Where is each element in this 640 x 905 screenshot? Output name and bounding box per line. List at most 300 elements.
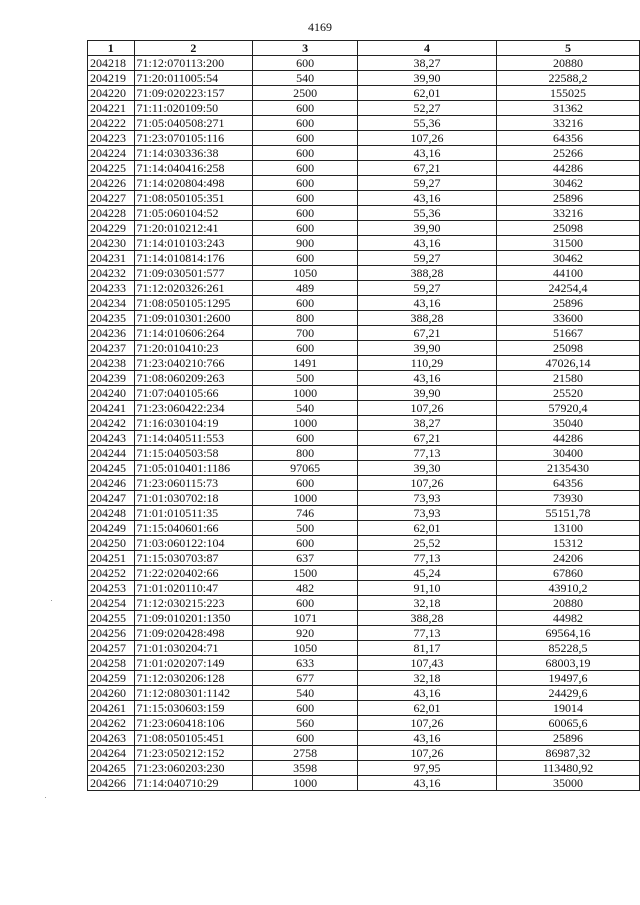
table-row: [88, 566, 640, 581]
table-cell-col3: 1000: [253, 416, 358, 431]
table-cell-col4: 38,27: [357, 56, 496, 71]
table-cell-col1: 204224: [88, 146, 135, 161]
table-cell-col3: 677: [253, 671, 358, 686]
table-cell-col5: 51667: [497, 326, 640, 341]
header-row: [88, 41, 640, 56]
table-cell-col4: 388,28: [357, 311, 496, 326]
table-cell-col1: 204236: [88, 326, 135, 341]
table-row: [88, 611, 640, 626]
table-cell-col5: 67860: [497, 566, 640, 581]
table-cell-col4: 77,13: [357, 446, 496, 461]
table-cell-col1: 204222: [88, 116, 135, 131]
table-cell-col2: 71:03:060122:104: [134, 536, 253, 551]
table-row: [88, 416, 640, 431]
table-row: [88, 161, 640, 176]
table-cell-col4: 38,27: [357, 416, 496, 431]
table-cell-col5: 19014: [497, 701, 640, 716]
table-cell-col2: 71:01:020207:149: [134, 656, 253, 671]
table-cell-col1: 204240: [88, 386, 135, 401]
table-row: [88, 296, 640, 311]
table-cell-col2: 71:01:010511:35: [134, 506, 253, 521]
table-cell-col2: 71:12:080301:1142: [134, 686, 253, 701]
table-cell-col3: 1071: [253, 611, 358, 626]
table-row: [88, 371, 640, 386]
table-cell-col2: 71:08:050105:451: [134, 731, 253, 746]
table-cell-col3: 1000: [253, 491, 358, 506]
scan-speck: [45, 797, 46, 798]
table-row: [88, 671, 640, 686]
table-cell-col2: 71:23:060115:73: [134, 476, 253, 491]
table-row: [88, 716, 640, 731]
table-cell-col2: 71:22:020402:66: [134, 566, 253, 581]
table-cell-col1: 204256: [88, 626, 135, 641]
table-cell-col5: 44286: [497, 161, 640, 176]
table-cell-col1: 204228: [88, 206, 135, 221]
table-cell-col1: 204260: [88, 686, 135, 701]
table-cell-col5: 2135430: [497, 461, 640, 476]
table-row: [88, 281, 640, 296]
table-cell-col4: 107,26: [357, 131, 496, 146]
table-cell-col2: 71:09:020223:157: [134, 86, 253, 101]
table-cell-col5: 30462: [497, 176, 640, 191]
table-cell-col3: 800: [253, 311, 358, 326]
table-cell-col4: 43,16: [357, 146, 496, 161]
table-row: [88, 701, 640, 716]
table-cell-col3: 560: [253, 716, 358, 731]
table-cell-col2: 71:09:030501:577: [134, 266, 253, 281]
table-row: [88, 86, 640, 101]
table-cell-col3: 600: [253, 476, 358, 491]
table-cell-col1: 204254: [88, 596, 135, 611]
column-header-3: 3: [253, 41, 358, 56]
table-cell-col4: 62,01: [357, 521, 496, 536]
table-body: [88, 56, 640, 791]
table-cell-col1: 204250: [88, 536, 135, 551]
table-cell-col1: 204234: [88, 296, 135, 311]
table-cell-col1: 204248: [88, 506, 135, 521]
data-table: [87, 40, 640, 791]
table-cell-col3: 600: [253, 146, 358, 161]
table-cell-col4: 45,24: [357, 566, 496, 581]
table-cell-col4: 59,27: [357, 281, 496, 296]
table-cell-col4: 77,13: [357, 626, 496, 641]
table-cell-col3: 600: [253, 176, 358, 191]
table-cell-col3: 600: [253, 131, 358, 146]
table-row: [88, 71, 640, 86]
table-cell-col3: 600: [253, 431, 358, 446]
table-row: [88, 221, 640, 236]
table-cell-col3: 540: [253, 686, 358, 701]
table-cell-col3: 600: [253, 341, 358, 356]
table-cell-col1: 204247: [88, 491, 135, 506]
table-cell-col5: 35000: [497, 776, 640, 791]
table-row: [88, 626, 640, 641]
table-cell-col1: 204229: [88, 221, 135, 236]
table-cell-col5: 25520: [497, 386, 640, 401]
column-header-4: 4: [357, 41, 496, 56]
table-cell-col3: 633: [253, 656, 358, 671]
table-cell-col5: 33216: [497, 116, 640, 131]
table-cell-col2: 71:14:010103:243: [134, 236, 253, 251]
table-row: [88, 176, 640, 191]
table-cell-col5: 73930: [497, 491, 640, 506]
table-cell-col4: 59,27: [357, 251, 496, 266]
table-row: [88, 431, 640, 446]
table-cell-col3: 600: [253, 206, 358, 221]
column-header-1: 1: [88, 41, 135, 56]
table-cell-col3: 600: [253, 596, 358, 611]
table-row: [88, 101, 640, 116]
table-cell-col5: 44286: [497, 431, 640, 446]
table-cell-col3: 482: [253, 581, 358, 596]
table-cell-col5: 60065,6: [497, 716, 640, 731]
table-cell-col1: 204225: [88, 161, 135, 176]
table-row: [88, 146, 640, 161]
table-cell-col1: 204258: [88, 656, 135, 671]
table-cell-col4: 67,21: [357, 431, 496, 446]
column-header-5: 5: [497, 41, 640, 56]
table-cell-col3: 1500: [253, 566, 358, 581]
table-row: [88, 656, 640, 671]
table-cell-col1: 204231: [88, 251, 135, 266]
table-cell-col5: 19497,6: [497, 671, 640, 686]
table-cell-col3: 540: [253, 401, 358, 416]
table-cell-col2: 71:23:060422:234: [134, 401, 253, 416]
table-cell-col4: 388,28: [357, 611, 496, 626]
table-row: [88, 761, 640, 776]
table-cell-col1: 204233: [88, 281, 135, 296]
table-cell-col5: 21580: [497, 371, 640, 386]
table-cell-col5: 25098: [497, 341, 640, 356]
table-cell-col5: 24206: [497, 551, 640, 566]
table-cell-col2: 71:14:020804:498: [134, 176, 253, 191]
table-row: [88, 326, 640, 341]
table-cell-col4: 77,13: [357, 551, 496, 566]
table-cell-col5: 44100: [497, 266, 640, 281]
table-cell-col4: 25,52: [357, 536, 496, 551]
table-cell-col3: 1491: [253, 356, 358, 371]
table-cell-col5: 64356: [497, 476, 640, 491]
table-cell-col2: 71:09:010201:1350: [134, 611, 253, 626]
table-cell-col3: 600: [253, 701, 358, 716]
table-cell-col1: 204265: [88, 761, 135, 776]
table-cell-col5: 68003,19: [497, 656, 640, 671]
table-cell-col2: 71:20:010410:23: [134, 341, 253, 356]
table-cell-col1: 204218: [88, 56, 135, 71]
table-cell-col2: 71:20:010212:41: [134, 221, 253, 236]
table-cell-col4: 91,10: [357, 581, 496, 596]
table-cell-col3: 489: [253, 281, 358, 296]
table-cell-col4: 73,93: [357, 491, 496, 506]
table-row: [88, 551, 640, 566]
table-row: [88, 191, 640, 206]
table-cell-col4: 107,26: [357, 401, 496, 416]
table-cell-col4: 97,95: [357, 761, 496, 776]
table-cell-col5: 25896: [497, 191, 640, 206]
table-row: [88, 746, 640, 761]
page-number: 4169: [308, 20, 332, 34]
table-row: [88, 311, 640, 326]
table-cell-col5: 22588,2: [497, 71, 640, 86]
table-row: [88, 356, 640, 371]
table-cell-col1: 204220: [88, 86, 135, 101]
table-cell-col4: 39,90: [357, 71, 496, 86]
table-cell-col4: 107,26: [357, 716, 496, 731]
table-row: [88, 236, 640, 251]
table-cell-col2: 71:23:060203:230: [134, 761, 253, 776]
table-cell-col1: 204259: [88, 671, 135, 686]
table-cell-col3: 1050: [253, 641, 358, 656]
table-cell-col5: 20880: [497, 56, 640, 71]
table-row: [88, 686, 640, 701]
table-cell-col4: 39,90: [357, 386, 496, 401]
table-cell-col2: 71:20:011005:54: [134, 71, 253, 86]
table-cell-col5: 113480,92: [497, 761, 640, 776]
table-cell-col5: 33600: [497, 311, 640, 326]
table-cell-col2: 71:14:040416:258: [134, 161, 253, 176]
scan-speck: [51, 600, 52, 601]
table-cell-col1: 204244: [88, 446, 135, 461]
table-cell-col5: 13100: [497, 521, 640, 536]
table-cell-col2: 71:14:010814:176: [134, 251, 253, 266]
table-cell-col3: 637: [253, 551, 358, 566]
table-cell-col4: 43,16: [357, 296, 496, 311]
table-cell-col1: 204221: [88, 101, 135, 116]
table-cell-col3: 1000: [253, 776, 358, 791]
table-cell-col1: 204263: [88, 731, 135, 746]
table-cell-col5: 44982: [497, 611, 640, 626]
table-cell-col5: 33216: [497, 206, 640, 221]
table-row: [88, 386, 640, 401]
table-cell-col2: 71:01:030204:71: [134, 641, 253, 656]
table-cell-col2: 71:05:010401:1186: [134, 461, 253, 476]
table-cell-col2: 71:11:020109:50: [134, 101, 253, 116]
table-cell-col5: 55151,78: [497, 506, 640, 521]
table-cell-col5: 20880: [497, 596, 640, 611]
table-cell-col5: 30462: [497, 251, 640, 266]
table-cell-col1: 204239: [88, 371, 135, 386]
table-cell-col5: 155025: [497, 86, 640, 101]
table-cell-col3: 920: [253, 626, 358, 641]
table-cell-col3: 600: [253, 221, 358, 236]
table-cell-col2: 71:14:030336:38: [134, 146, 253, 161]
table-cell-col2: 71:01:030702:18: [134, 491, 253, 506]
table-cell-col3: 746: [253, 506, 358, 521]
table-row: [88, 131, 640, 146]
table-cell-col5: 25266: [497, 146, 640, 161]
table-cell-col2: 71:05:060104:52: [134, 206, 253, 221]
table-cell-col4: 43,16: [357, 686, 496, 701]
table-cell-col4: 39,90: [357, 341, 496, 356]
table-cell-col1: 204237: [88, 341, 135, 356]
table-cell-col4: 43,16: [357, 191, 496, 206]
table-cell-col4: 107,26: [357, 476, 496, 491]
table-cell-col2: 71:09:020428:498: [134, 626, 253, 641]
table-cell-col2: 71:12:030206:128: [134, 671, 253, 686]
table-cell-col3: 600: [253, 161, 358, 176]
table-cell-col1: 204252: [88, 566, 135, 581]
table-cell-col3: 600: [253, 56, 358, 71]
table-cell-col4: 73,93: [357, 506, 496, 521]
table-cell-col1: 204251: [88, 551, 135, 566]
table-cell-col4: 107,26: [357, 746, 496, 761]
table-cell-col5: 86987,32: [497, 746, 640, 761]
table-cell-col2: 71:23:040210:766: [134, 356, 253, 371]
table-cell-col3: 540: [253, 71, 358, 86]
table-row: [88, 56, 640, 71]
table-cell-col5: 31362: [497, 101, 640, 116]
table-row: [88, 401, 640, 416]
table-cell-col3: 97065: [253, 461, 358, 476]
table-row: [88, 521, 640, 536]
table-cell-col1: 204238: [88, 356, 135, 371]
table-row: [88, 206, 640, 221]
table-cell-col5: 64356: [497, 131, 640, 146]
table-row: [88, 776, 640, 791]
table-cell-col5: 43910,2: [497, 581, 640, 596]
table-row: [88, 491, 640, 506]
table-cell-col5: 25098: [497, 221, 640, 236]
table-cell-col1: 204266: [88, 776, 135, 791]
table-cell-col1: 204246: [88, 476, 135, 491]
table-cell-col3: 600: [253, 116, 358, 131]
table-cell-col4: 67,21: [357, 161, 496, 176]
table-cell-col3: 600: [253, 536, 358, 551]
table-row: [88, 506, 640, 521]
table-cell-col4: 43,16: [357, 731, 496, 746]
table-cell-col2: 71:16:030104:19: [134, 416, 253, 431]
table-cell-col4: 32,18: [357, 596, 496, 611]
table-cell-col2: 71:05:040508:271: [134, 116, 253, 131]
table-cell-col2: 71:15:030703:87: [134, 551, 253, 566]
table-cell-col2: 71:14:040511:553: [134, 431, 253, 446]
table-cell-col4: 81,17: [357, 641, 496, 656]
table-row: [88, 251, 640, 266]
table-cell-col3: 600: [253, 101, 358, 116]
table-cell-col5: 30400: [497, 446, 640, 461]
table-cell-col4: 52,27: [357, 101, 496, 116]
table-cell-col1: 204243: [88, 431, 135, 446]
table-cell-col1: 204232: [88, 266, 135, 281]
table-cell-col1: 204223: [88, 131, 135, 146]
table-cell-col3: 600: [253, 731, 358, 746]
table-cell-col2: 71:23:070105:116: [134, 131, 253, 146]
table-cell-col1: 204241: [88, 401, 135, 416]
table-cell-col1: 204226: [88, 176, 135, 191]
table-cell-col5: 31500: [497, 236, 640, 251]
table-row: [88, 596, 640, 611]
table-cell-col2: 71:23:050212:152: [134, 746, 253, 761]
table-cell-col3: 1000: [253, 386, 358, 401]
table-cell-col2: 71:07:040105:66: [134, 386, 253, 401]
table-cell-col2: 71:14:010606:264: [134, 326, 253, 341]
table-cell-col1: 204219: [88, 71, 135, 86]
table-cell-col3: 600: [253, 251, 358, 266]
table-row: [88, 536, 640, 551]
table-cell-col5: 25896: [497, 731, 640, 746]
table-cell-col3: 600: [253, 296, 358, 311]
table-row: [88, 116, 640, 131]
column-header-2: 2: [134, 41, 253, 56]
table-cell-col2: 71:08:050105:1295: [134, 296, 253, 311]
table-cell-col4: 62,01: [357, 701, 496, 716]
table-cell-col5: 35040: [497, 416, 640, 431]
table-cell-col1: 204255: [88, 611, 135, 626]
table-cell-col5: 47026,14: [497, 356, 640, 371]
table-cell-col3: 700: [253, 326, 358, 341]
table-cell-col1: 204227: [88, 191, 135, 206]
table-cell-col4: 43,16: [357, 236, 496, 251]
table-cell-col4: 43,16: [357, 776, 496, 791]
table-cell-col3: 800: [253, 446, 358, 461]
table-cell-col3: 2500: [253, 86, 358, 101]
table-cell-col1: 204230: [88, 236, 135, 251]
table-cell-col3: 500: [253, 371, 358, 386]
table-cell-col4: 39,30: [357, 461, 496, 476]
table-cell-col4: 39,90: [357, 221, 496, 236]
table-cell-col2: 71:14:040710:29: [134, 776, 253, 791]
table-row: [88, 731, 640, 746]
table-cell-col3: 500: [253, 521, 358, 536]
table-cell-col4: 32,18: [357, 671, 496, 686]
table-cell-col1: 204261: [88, 701, 135, 716]
table-row: [88, 641, 640, 656]
table-row: [88, 266, 640, 281]
table-cell-col3: 900: [253, 236, 358, 251]
table-cell-col2: 71:15:030603:159: [134, 701, 253, 716]
table-cell-col1: 204249: [88, 521, 135, 536]
table-cell-col1: 204235: [88, 311, 135, 326]
table-cell-col4: 59,27: [357, 176, 496, 191]
table-cell-col2: 71:15:040601:66: [134, 521, 253, 536]
table-cell-col1: 204257: [88, 641, 135, 656]
table-cell-col3: 2758: [253, 746, 358, 761]
table-cell-col5: 25896: [497, 296, 640, 311]
table-cell-col5: 24254,4: [497, 281, 640, 296]
table-cell-col4: 55,36: [357, 116, 496, 131]
table-cell-col1: 204245: [88, 461, 135, 476]
table-cell-col5: 24429,6: [497, 686, 640, 701]
table-cell-col3: 600: [253, 191, 358, 206]
table-cell-col4: 55,36: [357, 206, 496, 221]
table-cell-col4: 388,28: [357, 266, 496, 281]
table-cell-col2: 71:09:010301:2600: [134, 311, 253, 326]
table-cell-col4: 110,29: [357, 356, 496, 371]
table-cell-col4: 67,21: [357, 326, 496, 341]
table-cell-col1: 204253: [88, 581, 135, 596]
table-cell-col1: 204262: [88, 716, 135, 731]
table-cell-col1: 204242: [88, 416, 135, 431]
table-row: [88, 581, 640, 596]
table-cell-col2: 71:01:020110:47: [134, 581, 253, 596]
table-cell-col1: 204264: [88, 746, 135, 761]
table-cell-col2: 71:12:020326:261: [134, 281, 253, 296]
table-cell-col2: 71:08:050105:351: [134, 191, 253, 206]
table-cell-col5: 85228,5: [497, 641, 640, 656]
table-row: [88, 446, 640, 461]
table-cell-col3: 1050: [253, 266, 358, 281]
table-cell-col2: 71:08:060209:263: [134, 371, 253, 386]
table-row: [88, 341, 640, 356]
table-cell-col2: 71:12:070113:200: [134, 56, 253, 71]
table-cell-col5: 15312: [497, 536, 640, 551]
table-cell-col4: 107,43: [357, 656, 496, 671]
table-cell-col2: 71:15:040503:58: [134, 446, 253, 461]
table-row: [88, 476, 640, 491]
table-cell-col5: 69564,16: [497, 626, 640, 641]
table-cell-col5: 57920,4: [497, 401, 640, 416]
table-cell-col2: 71:23:060418:106: [134, 716, 253, 731]
